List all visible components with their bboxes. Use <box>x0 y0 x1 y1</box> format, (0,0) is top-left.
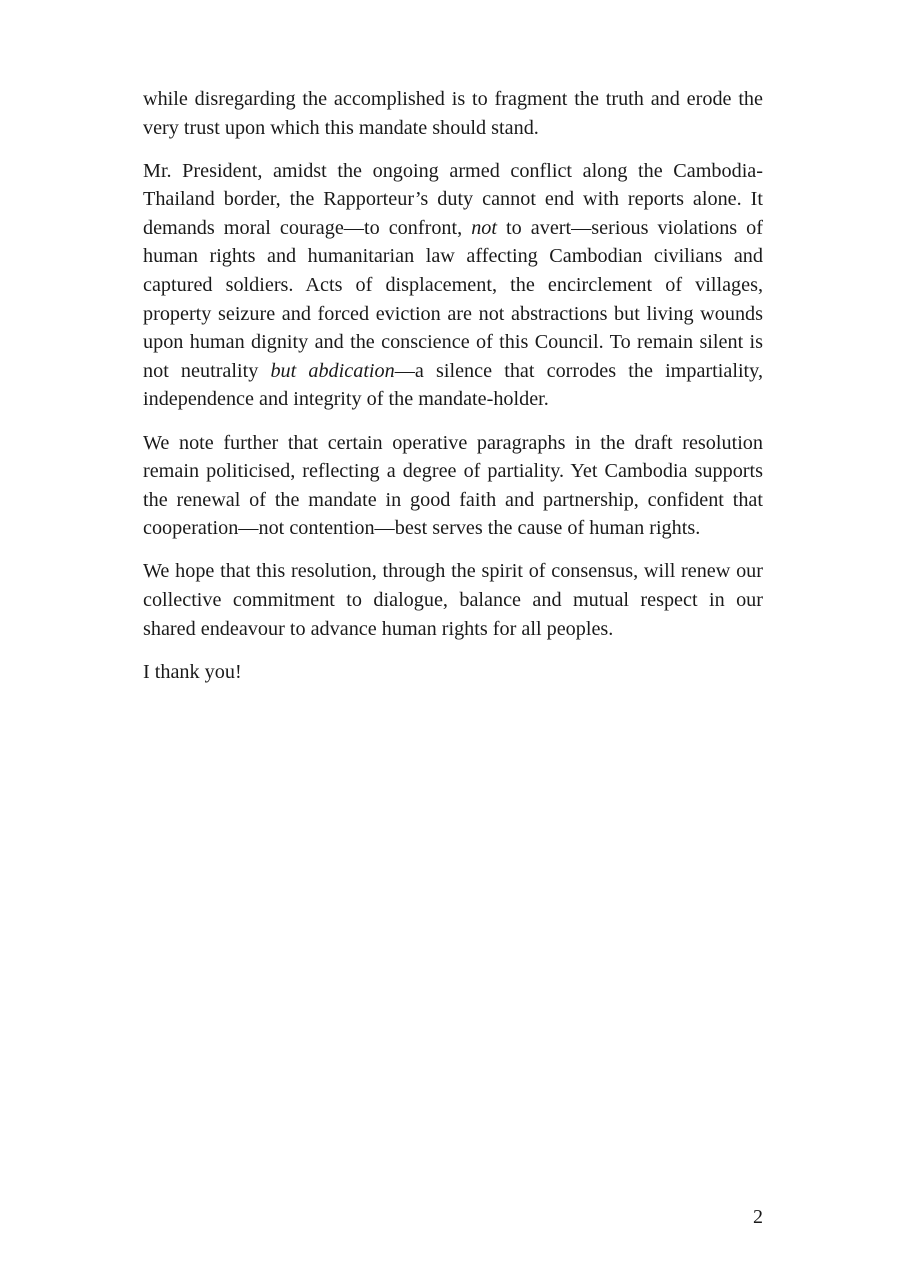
paragraph-text: I thank you! <box>143 660 242 683</box>
paragraph-text: We hope that this resolution, through the spirit of consensus, will renew our collective commitment to dialogue, balance and mutual respect in our shared endeavour to advance human rights for all peoples. <box>143 560 763 640</box>
paragraph-consensus-hope <box>143 557 763 643</box>
page-number: 2 <box>753 1206 763 1228</box>
paragraph-border-conflict <box>143 157 763 414</box>
emphasis-not: not <box>471 216 497 239</box>
paragraph-draft-resolution <box>143 429 763 543</box>
paragraph-text: We note further that certain operative paragraphs in the draft resolution remain politicised, reflecting a degree of partiality. Yet Cambodia supports the renewal of the mandate in good faith and partnership, confident that cooperation—not contention—best serves the cause of human rights. <box>143 431 763 540</box>
paragraph-text: Mr. President, amidst the ongoing armed conflict along the Cambodia-Thailand border, the Rapporteur’s duty cannot end with reports alone. It demands moral courage—to confront, <box>143 159 763 239</box>
paragraph-text: to avert—serious violations of human rights and humanitarian law affecting Cambodian civilians and captured soldiers. Acts of displacement, the encirclement of villages, property seizure and forced eviction are not abstractions but living wounds upon human dignity and the conscience of this Council. To remain silent is not neutrality <box>143 216 764 382</box>
paragraph-closing <box>143 658 763 687</box>
document-body <box>143 85 763 701</box>
paragraph-continuation <box>143 85 763 142</box>
paragraph-text: while disregarding the accomplished is to fragment the truth and erode the very trust upon which this mandate should stand. <box>143 88 763 139</box>
paragraph-text: —a silence that corrodes the impartiality, independence and integrity of the mandate-holder. <box>143 359 763 411</box>
emphasis-but-abdication: but abdication <box>270 359 395 382</box>
